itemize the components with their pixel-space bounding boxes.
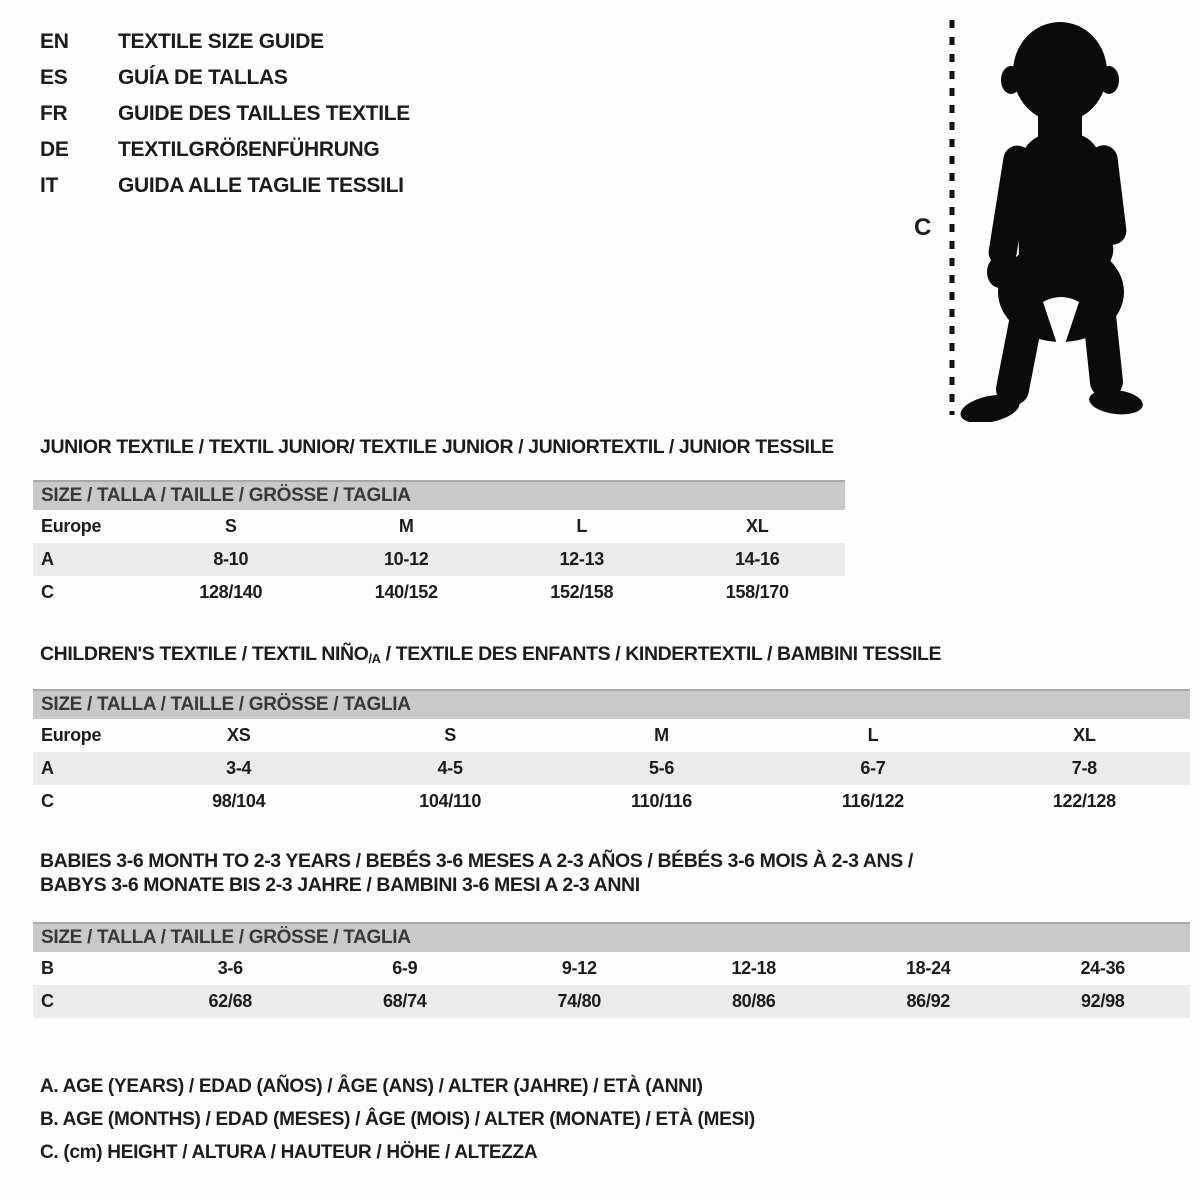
size-header-bar: SIZE / TALLA / TAILLE / GRÖSSE / TAGLIA xyxy=(33,689,1190,719)
table-cell: 140/152 xyxy=(374,582,438,602)
junior-section-title: JUNIOR TEXTILE / TEXTIL JUNIOR/ TEXTILE JUNIOR / JUNIORTEXTIL / JUNIOR TESSILE xyxy=(40,436,834,458)
table-cell: 92/98 xyxy=(1080,991,1125,1011)
junior-size-table xyxy=(33,480,845,609)
lang-title: TEXTILGRÖßENFÜHRUNG xyxy=(118,138,380,161)
row-label: Europe xyxy=(41,725,102,745)
lang-code: IT xyxy=(40,174,59,197)
section-junior-textile xyxy=(33,436,845,609)
legend xyxy=(40,1070,755,1169)
table-cell: 6-7 xyxy=(860,758,886,778)
table-cell: 3-6 xyxy=(217,958,243,978)
row-label: A xyxy=(41,758,54,778)
section-babies-textile xyxy=(33,850,1190,1018)
table-cell: 6-9 xyxy=(392,958,418,978)
legend-age-years: A. AGE (YEARS) / EDAD (AÑOS) / ÂGE (ANS) / ALTER (JAHRE) / ETÀ (ANNI) xyxy=(40,1076,703,1097)
table-cell: 5-6 xyxy=(648,758,675,778)
size-header-bar: SIZE / TALLA / TAILLE / GRÖSSE / TAGLIA xyxy=(33,480,845,510)
table-cell: L xyxy=(867,725,879,745)
table-row xyxy=(33,510,845,543)
table-cell: 10-12 xyxy=(383,549,429,569)
children-title-sub: /A xyxy=(368,651,381,666)
children-section-title xyxy=(33,643,1190,667)
lang-code: EN xyxy=(40,30,69,53)
table-cell: 152/158 xyxy=(550,582,614,602)
babies-size-table xyxy=(33,922,1190,1018)
row-label: A xyxy=(41,549,54,569)
table-cell: S xyxy=(224,516,237,536)
children-title-prefix: CHILDREN'S TEXTILE / TEXTIL NIÑO xyxy=(40,643,369,665)
row-label: C xyxy=(41,582,54,602)
children-size-table xyxy=(33,689,1190,818)
table-cell: 158/170 xyxy=(725,582,789,602)
size-header-bar: SIZE / TALLA / TAILLE / GRÖSSE / TAGLIA xyxy=(33,922,1190,952)
row-label: Europe xyxy=(41,516,102,536)
table-cell: 7-8 xyxy=(1071,758,1097,778)
lang-code: FR xyxy=(40,102,68,125)
height-dimension-label: C xyxy=(914,214,931,241)
lang-row-it xyxy=(40,168,410,204)
lang-code: ES xyxy=(40,66,68,89)
table-cell: 110/116 xyxy=(631,791,692,811)
table-cell: M xyxy=(398,516,414,536)
section-childrens-textile xyxy=(33,643,1190,818)
table-cell: 8-10 xyxy=(213,549,249,569)
table-cell: 24-36 xyxy=(1080,958,1126,978)
toddler-silhouette xyxy=(958,22,1144,422)
table-cell: XL xyxy=(746,516,769,536)
table-cell: 128/140 xyxy=(199,582,263,602)
lang-row-de xyxy=(40,132,410,168)
table-cell: S xyxy=(444,725,456,745)
table-cell: 116/122 xyxy=(841,791,904,811)
legend-age-months: B. AGE (MONTHS) / EDAD (MESES) / ÂGE (MOIS) / ALTER (MONATE) / ETÀ (MESI) xyxy=(40,1109,755,1130)
lang-title: GUIDE DES TAILLES TEXTILE xyxy=(118,102,410,125)
legend-height-cm: C. (cm) HEIGHT / ALTURA / HAUTEUR / HÖHE / ALTEZZA xyxy=(40,1142,538,1163)
lang-code: DE xyxy=(40,138,69,161)
lang-row-es xyxy=(40,60,410,96)
size-figure-graphic xyxy=(940,12,1150,422)
table-cell: 74/80 xyxy=(557,991,602,1011)
table-cell: 9-12 xyxy=(561,958,597,978)
babies-section-title-line2: BABYS 3-6 MONATE BIS 2-3 JAHRE / BAMBINI 3-6 MESI A 2-3 ANNI xyxy=(40,874,640,896)
language-title-block xyxy=(40,24,410,204)
table-cell: 12-13 xyxy=(559,549,605,569)
row-label: C xyxy=(41,991,54,1011)
children-title-suffix: / TEXTILE DES ENFANTS / KINDERTEXTIL / BAMBINI TESSILE xyxy=(380,643,942,665)
lang-row-fr xyxy=(40,96,410,132)
table-cell: 86/92 xyxy=(906,991,951,1011)
lang-title: GUÍA DE TALLAS xyxy=(118,66,288,89)
table-cell: 122/128 xyxy=(1052,791,1116,811)
table-row xyxy=(33,543,845,576)
lang-title: TEXTILE SIZE GUIDE xyxy=(118,30,324,53)
table-cell: 14-16 xyxy=(734,549,780,569)
size-figure xyxy=(900,0,1170,430)
babies-section-title-line1: BABIES 3-6 MONTH TO 2-3 YEARS / BEBÉS 3-6 MESES A 2-3 AÑOS / BÉBÉS 3-6 MOIS À 2-3 ANS / xyxy=(40,850,913,872)
table-cell: L xyxy=(576,516,588,536)
row-label: B xyxy=(41,958,54,978)
lang-row-en xyxy=(40,24,410,60)
table-row xyxy=(33,576,845,609)
table-cell: 12-18 xyxy=(731,958,777,978)
table-cell: 98/104 xyxy=(212,791,266,811)
table-cell: M xyxy=(654,725,669,745)
table-cell: 62/68 xyxy=(208,991,253,1011)
table-row xyxy=(33,719,1190,752)
table-row xyxy=(33,985,1190,1018)
table-cell: 18-24 xyxy=(905,958,951,978)
row-label: C xyxy=(41,791,54,811)
table-cell: XL xyxy=(1073,725,1096,745)
table-cell: 3-4 xyxy=(226,758,252,778)
table-row xyxy=(33,752,1190,785)
table-row xyxy=(33,785,1190,818)
table-cell: 104/110 xyxy=(419,791,482,811)
table-cell: 68/74 xyxy=(382,991,427,1011)
table-row xyxy=(33,952,1190,985)
lang-title: GUIDA ALLE TAGLIE TESSILI xyxy=(118,174,404,197)
table-cell: 80/86 xyxy=(731,991,776,1011)
table-cell: 4-5 xyxy=(437,758,463,778)
table-cell: XS xyxy=(226,725,251,745)
